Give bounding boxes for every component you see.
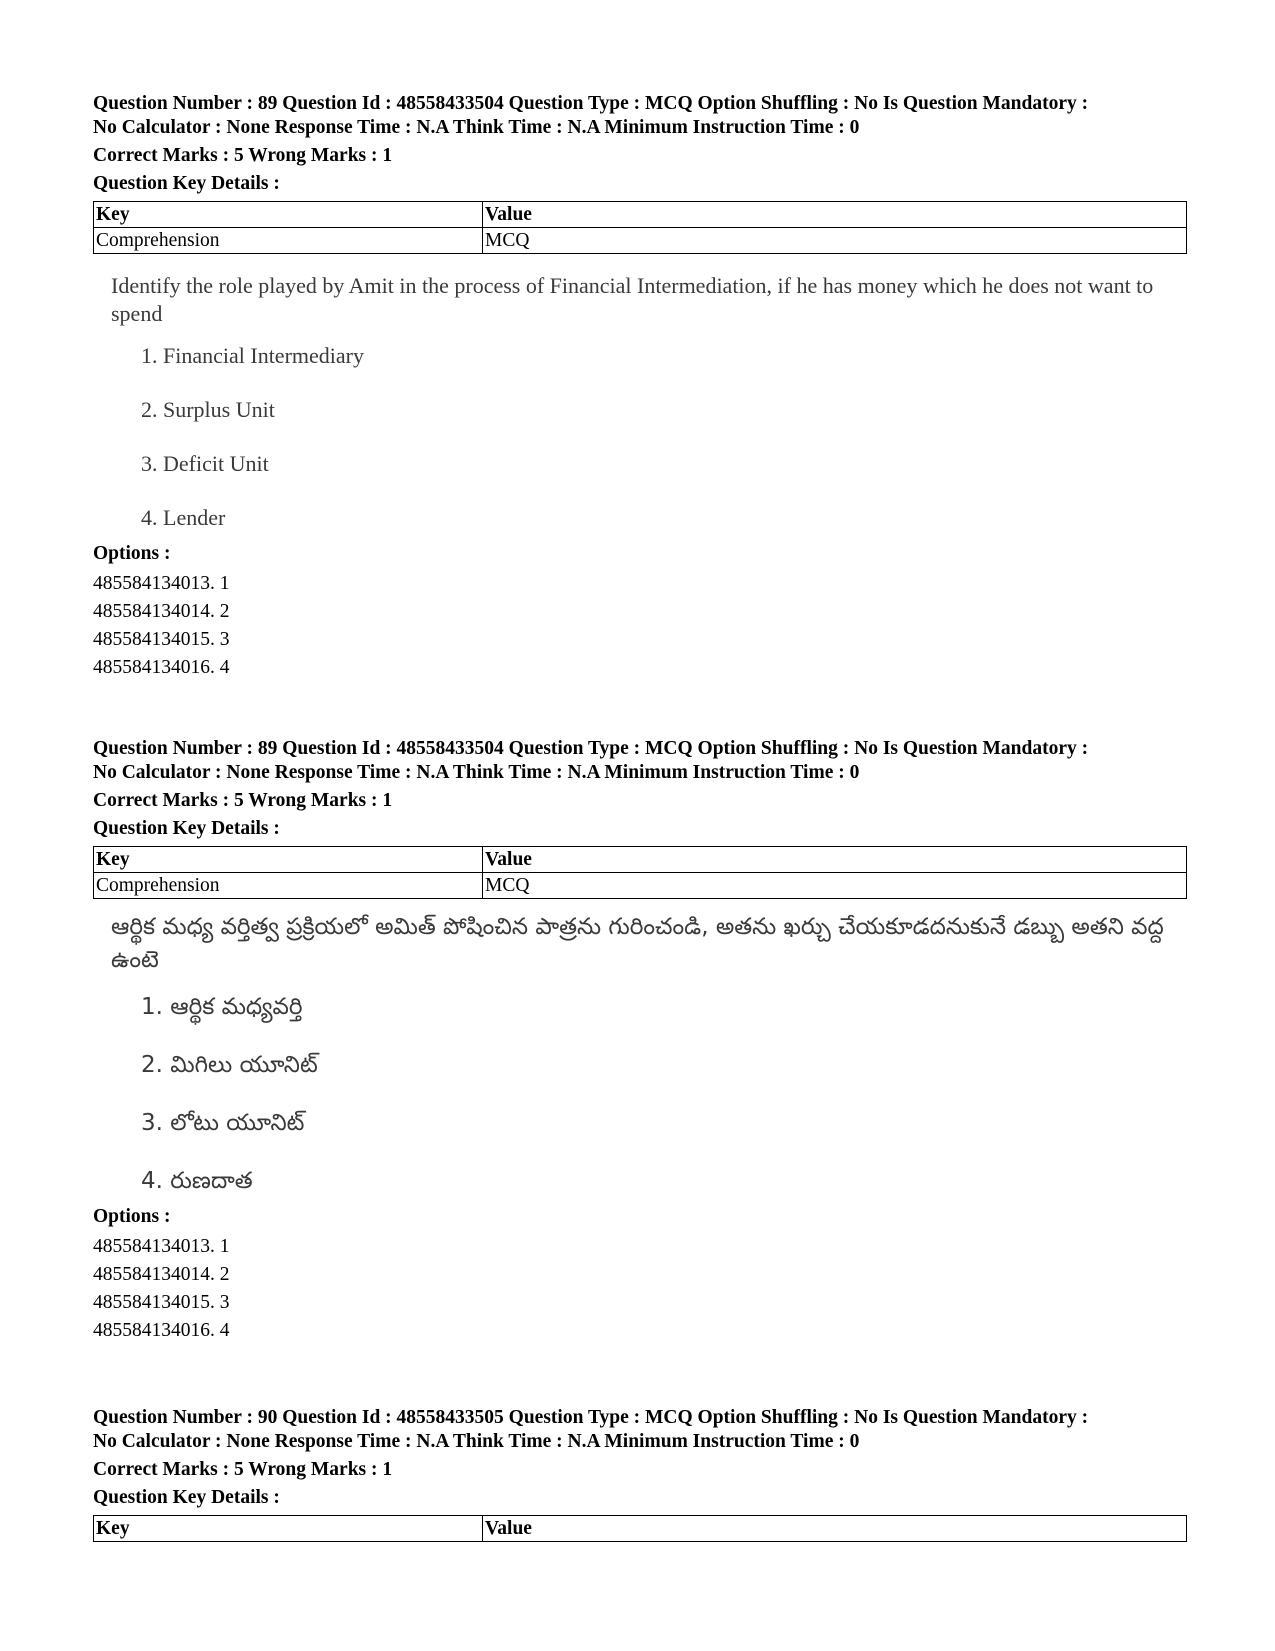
choice-item: 1. ఆర్థిక మధ్యవర్తి (141, 994, 303, 1020)
key-details-label: Question Key Details : (93, 1487, 280, 1508)
question-choices (141, 993, 1187, 1225)
option-item: 485584134013. 1 (93, 573, 230, 594)
value-header: Value (483, 847, 1187, 873)
choice-item: 2. మిగిలు యూనిట్ (141, 1052, 318, 1078)
value-header: Value (483, 1516, 1187, 1542)
question-meta-line-1: Question Number : 89 Question Id : 48558433504 Question Type : MCQ Option Shuffling : No Is Question Mandatory : (93, 93, 1089, 114)
table-header-row (94, 1516, 1187, 1542)
question-meta-line-2: No Calculator : None Response Time : N.A Think Time : N.A Minimum Instruction Time : 0 (93, 1431, 860, 1452)
option-item: 485584134015. 3 (93, 1292, 230, 1313)
question-body (111, 272, 1187, 558)
option-item: 485584134013. 1 (93, 1236, 230, 1257)
key-details-table (93, 846, 1187, 899)
table-header-row (94, 202, 1187, 228)
option-item: 485584134014. 2 (93, 601, 230, 622)
options-list (93, 1233, 1187, 1345)
choice-item: 4. రుణదాత (141, 1168, 253, 1194)
marks-line: Correct Marks : 5 Wrong Marks : 1 (93, 1459, 393, 1480)
question-block-3 (93, 1406, 1187, 1542)
table-row (94, 228, 1187, 254)
choice-item: 4. Lender (141, 505, 226, 530)
value-cell: MCQ (483, 228, 1187, 254)
key-cell: Comprehension (94, 228, 483, 254)
table-header-row (94, 847, 1187, 873)
key-details-label: Question Key Details : (93, 818, 280, 839)
options-list (93, 570, 1187, 682)
question-block-2 (93, 737, 1187, 1345)
option-item: 485584134016. 4 (93, 657, 230, 678)
question-text: Identify the role played by Amit in the process of Financial Intermediation, if he has money which he does not want to spend (111, 273, 1154, 326)
question-meta-line-2: No Calculator : None Response Time : N.A Think Time : N.A Minimum Instruction Time : 0 (93, 117, 860, 138)
question-meta-line-2: No Calculator : None Response Time : N.A Think Time : N.A Minimum Instruction Time : 0 (93, 762, 860, 783)
option-item: 485584134015. 3 (93, 629, 230, 650)
choice-item: 3. లోటు యూనిట్ (141, 1110, 305, 1136)
question-text: ఆర్థిక మధ్య వర్తిత్వ ప్రక్రియలో అమిత్ పోషించిన పాత్రను గురించండి, అతను ఖర్చు చేయకూడదనుకునే డబ్బు అతని వద్ద ఉంటె (111, 914, 1164, 973)
choice-item: 1. Financial Intermediary (141, 343, 364, 368)
marks-line: Correct Marks : 5 Wrong Marks : 1 (93, 790, 393, 811)
key-details-table (93, 201, 1187, 254)
key-details-table (93, 1515, 1187, 1542)
choice-item: 2. Surplus Unit (141, 397, 275, 422)
option-item: 485584134016. 4 (93, 1320, 230, 1341)
question-block-1 (93, 92, 1187, 682)
key-details-label: Question Key Details : (93, 173, 280, 194)
value-header: Value (483, 202, 1187, 228)
marks-line: Correct Marks : 5 Wrong Marks : 1 (93, 145, 393, 166)
key-header: Key (94, 1516, 483, 1542)
key-cell: Comprehension (94, 873, 483, 899)
question-meta-line-1: Question Number : 90 Question Id : 48558433505 Question Type : MCQ Option Shuffling : No Is Question Mandatory : (93, 1407, 1089, 1428)
options-label: Options : (93, 1206, 171, 1227)
key-header: Key (94, 202, 483, 228)
value-cell: MCQ (483, 873, 1187, 899)
question-meta-line-1: Question Number : 89 Question Id : 48558433504 Question Type : MCQ Option Shuffling : No Is Question Mandatory : (93, 738, 1089, 759)
options-label: Options : (93, 543, 171, 564)
question-body (111, 911, 1187, 1225)
table-row (94, 873, 1187, 899)
key-header: Key (94, 847, 483, 873)
choice-item: 3. Deficit Unit (141, 451, 269, 476)
question-choices (141, 342, 1187, 558)
option-item: 485584134014. 2 (93, 1264, 230, 1285)
